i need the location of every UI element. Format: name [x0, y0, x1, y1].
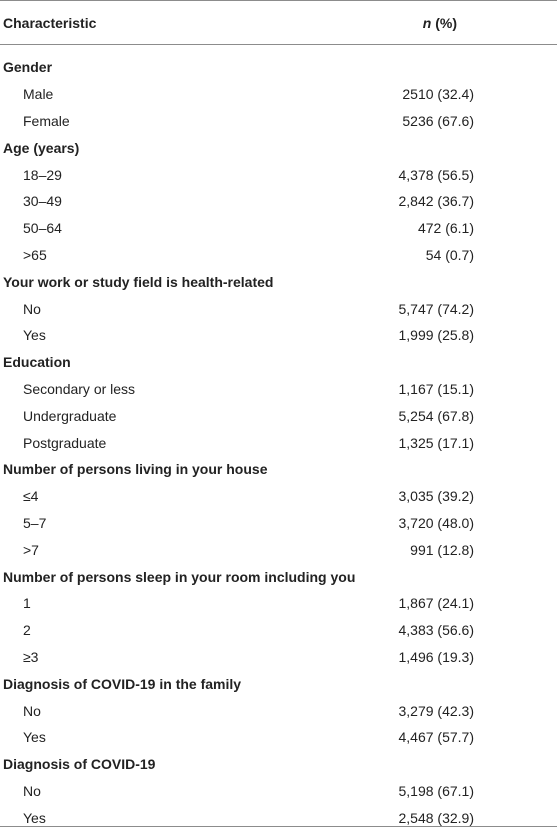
row-label: Yes: [23, 729, 46, 746]
table-row: [0, 295, 557, 322]
section-heading: Number of persons living in your house: [3, 461, 268, 478]
section-heading: Diagnosis of COVID-19: [3, 756, 156, 773]
table-row: [0, 724, 557, 751]
header-characteristic: Characteristic: [3, 14, 97, 31]
row-label: No: [23, 702, 41, 719]
table-row: [0, 617, 557, 644]
row-label: Yes: [23, 327, 46, 344]
row-value: 3,720 (48.0): [398, 514, 474, 531]
row-value: 4,383 (56.6): [398, 622, 474, 639]
row-value: 3,279 (42.3): [398, 702, 474, 719]
row-label: No: [23, 300, 41, 317]
table-body: [0, 45, 557, 831]
row-value: 1,496 (19.3): [398, 648, 474, 665]
row-label: 30–49: [23, 193, 62, 210]
row-value: 5236 (67.6): [402, 112, 474, 129]
row-label: 50–64: [23, 220, 62, 237]
row-label: >65: [23, 246, 47, 263]
header-n: n: [422, 14, 432, 31]
table-row: [0, 81, 557, 108]
section-heading: Diagnosis of COVID-19 in the family: [3, 675, 242, 692]
section-heading: Number of persons sleep in your room including you: [3, 568, 356, 585]
row-label: Male: [23, 86, 54, 103]
table-header: [0, 1, 557, 44]
row-value: 991 (12.8): [410, 541, 474, 558]
table-row: [0, 644, 557, 671]
row-label: No: [23, 782, 41, 799]
section-heading: Education: [3, 354, 71, 371]
table-row: [0, 590, 557, 617]
row-label: ≥3: [23, 648, 39, 665]
row-label: Female: [23, 112, 70, 129]
row-value: 5,198 (67.1): [398, 782, 474, 799]
table-row: [0, 536, 557, 563]
row-value: 1,167 (15.1): [398, 380, 474, 397]
row-value: 5,747 (74.2): [398, 300, 474, 317]
table-row: [0, 402, 557, 429]
row-value: 5,254 (67.8): [398, 407, 474, 424]
table-row: [0, 188, 557, 215]
row-label: Secondary or less: [23, 380, 136, 397]
row-label: Yes: [23, 809, 46, 826]
row-label: Postgraduate: [23, 434, 107, 451]
row-label: Undergraduate: [23, 407, 117, 424]
section-heading: Your work or study field is health-related: [3, 273, 274, 290]
table-row: [0, 778, 557, 805]
row-label: 1: [23, 595, 31, 612]
row-value: 2,842 (36.7): [398, 193, 474, 210]
row-value: 1,325 (17.1): [398, 434, 474, 451]
row-value: 4,378 (56.5): [398, 166, 474, 183]
row-value: 2510 (32.4): [402, 86, 474, 103]
section-heading: Gender: [3, 59, 53, 76]
row-value: 472 (6.1): [417, 220, 474, 237]
table-row: [0, 108, 557, 135]
bottom-rule: [0, 826, 557, 827]
header-pct: (%): [431, 14, 457, 31]
row-label: ≤4: [23, 488, 39, 505]
table-row: [0, 161, 557, 188]
row-value: 4,467 (57.7): [398, 729, 474, 746]
table-row: [0, 697, 557, 724]
row-value: 3,035 (39.2): [398, 488, 474, 505]
table-row: [0, 242, 557, 269]
row-value: 1,867 (24.1): [398, 595, 474, 612]
row-value: 54 (0.7): [425, 246, 474, 263]
row-value: 1,999 (25.8): [398, 327, 474, 344]
table-row: [0, 215, 557, 242]
table-row: [0, 483, 557, 510]
row-label: >7: [23, 541, 39, 558]
table-row: [0, 510, 557, 537]
row-label: 2: [23, 622, 31, 639]
header-n-percent: [423, 15, 457, 31]
row-label: 5–7: [23, 514, 47, 531]
table-row: [0, 429, 557, 456]
row-value: 2,548 (32.9): [398, 809, 474, 826]
table-row: [0, 322, 557, 349]
section-heading: Age (years): [3, 139, 80, 156]
row-label: 18–29: [23, 166, 62, 183]
table-row: [0, 376, 557, 403]
